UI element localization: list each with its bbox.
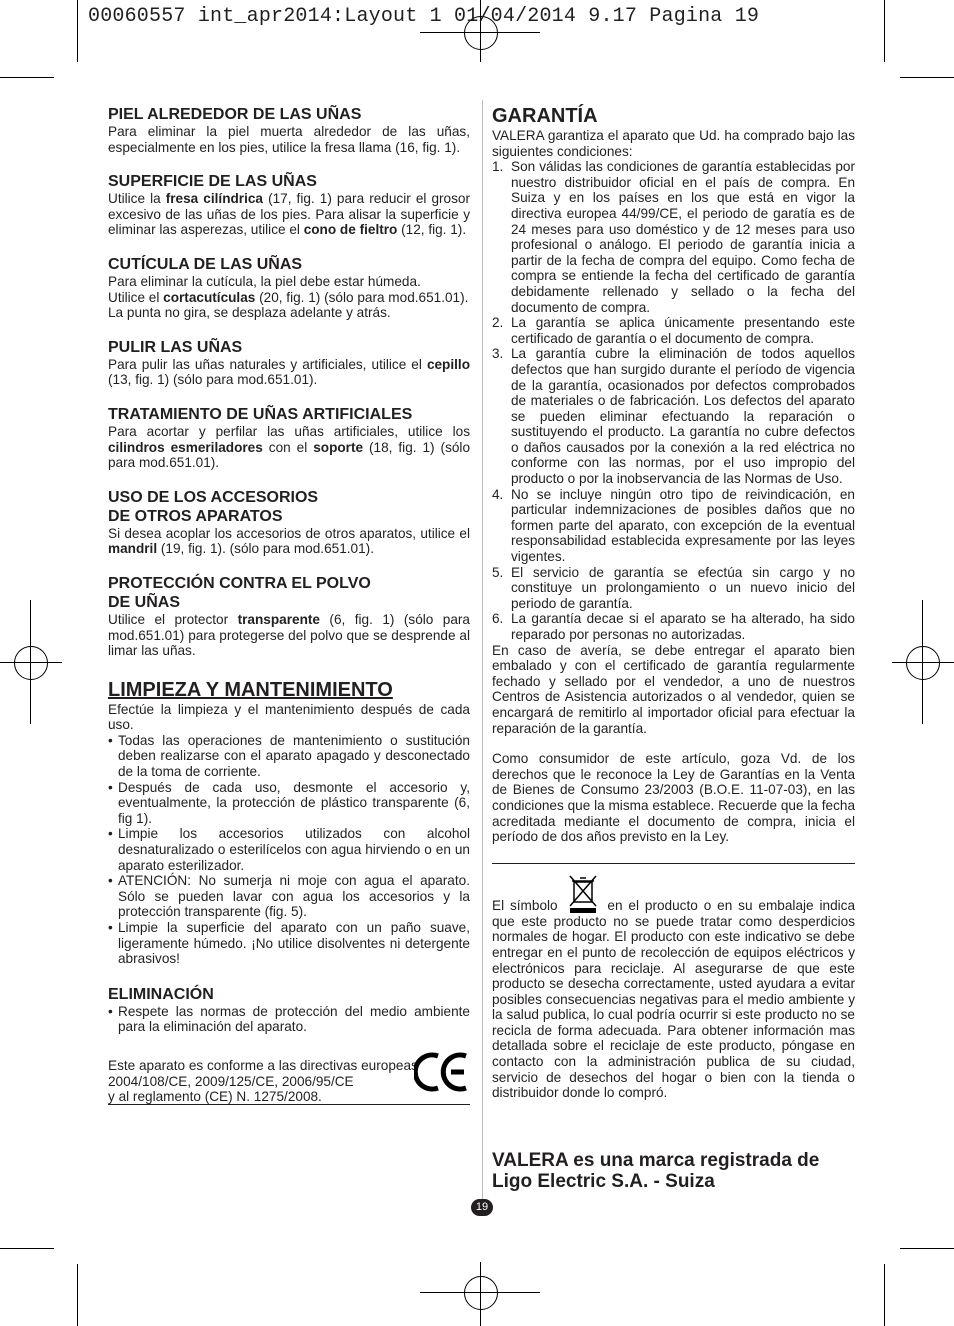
section-pulir [108, 338, 470, 388]
section-eliminacion [108, 985, 470, 1035]
list-item: • ATENCIÓN: No sumerja ni moje con agua el aparato. Sólo se pueden lavar con agua los accesorios y la protección transparente (fig. 5). [108, 873, 470, 920]
weee-text: El símbolo en el producto o en su embalaje indica que este producto no se puede tratar como desperdicios normales de hogar. El producto con este indicativo se debe entregar en el punto de recolección de equipos eléctricos y electrónicos para reciclaje. Al asegurarse de que este producto se desecha correctamente, usted ayudara a evitar posibles consecuencias negativas para el medio ambiente y la salud publica, lo cual podría ocurrir si este producto no se recicla de forma adecuada. Para obtener información mas detallada sobre el reciclaje de este producto, póngase en contacto con la administración publica de su ciudad, servicio de desechos del hogar o bien con la tienda o distribuidor donde lo compró. [492, 874, 855, 1101]
guarantee-title: GARANTÍA [492, 105, 598, 127]
list-item: • Limpie los accesorios utilizados con alcohol desnaturalizado o esterilícelos con agua hirviendo o en un aparato esterilizador. [108, 826, 470, 873]
crop-mark [900, 1248, 954, 1249]
condition-text: La garantía decae si el aparato se ha alterado, ha sido reparado por personas no autorizadas. [511, 611, 855, 642]
section-title: ELIMINACIÓN [108, 985, 214, 1003]
crop-mark [884, 1264, 885, 1326]
crossed-out-bin-icon [568, 874, 598, 914]
section-piel [108, 105, 470, 155]
section-rule [492, 863, 855, 864]
section-text: Utilice la fresa cilíndrica (17, fig. 1) para reducir el grosor excesivo de las uñas de los pies. Para alisar la superficie y eliminar las asperezas, utilice el cono de fieltro (12, fig. 1). [108, 191, 470, 238]
section-artificiales [108, 405, 470, 471]
section-text: Para eliminar la cutícula, la piel debe estar húmeda. Utilice el cortacutículas (20, fig. 1) (sólo para mod.651.01). La punta no gira, se desplaza adelante y atrás. [108, 273, 469, 321]
page-number: 19 [471, 1199, 493, 1216]
condition-item [492, 315, 855, 346]
section-title: SUPERFICIE DE LAS UÑAS [108, 173, 317, 191]
list-item: • Todas las operaciones de mantenimiento o sustitución deben realizarse con el aparato apagado y desconectado de la toma de corriente. [108, 733, 470, 780]
condition-text: Son válidas las condiciones de garantía establecidas por nuestro distribuidor oficial en el país de compra. En Suiza y en los países en los que está en vigor la directiva europea 44/99/CE, el periodo de garatía es de 24 meses para uso doméstico y de 12 meses para uso profesional o análogo. El periodo de garantía inicia a partir de la fecha de compra del equipo. Como fecha de compra se entiende la fecha del certificado de garantía debidamente rellenado y sellado o la fecha del documento de compra. [511, 159, 855, 315]
guarantee-intro: VALERA garantiza el aparato que Ud. ha comprado bajo las siguientes condiciones: [492, 128, 855, 159]
section-title: USO DE LOS ACCESORIOS DE OTROS APARATOS [108, 488, 319, 525]
condition-number: 3. [492, 346, 504, 362]
section-text: Utilice el protector transparente (6, fig. 1) (sólo para mod.651.01) para protegerse del polvo que se desprende al limar las uñas. [108, 611, 470, 659]
section-title: PROTECCIÓN CONTRA EL POLVO DE UÑAS [108, 574, 371, 611]
list-item: • Limpie la superficie del aparato con un paño suave, ligeramente húmedo. ¡No utilice disolventes ni detergente abrasivos! [108, 920, 470, 967]
condition-number: 5. [492, 564, 504, 580]
section-limpieza [108, 679, 470, 967]
disposal-list [108, 1004, 470, 1035]
condition-number: 1. [492, 159, 504, 175]
brand-statement: VALERA es una marca registrada de Ligo Electric S.A. - Suiza [492, 1150, 820, 1192]
condition-number: 2. [492, 315, 504, 331]
section-cuticula [108, 255, 470, 321]
section-text: Para eliminar la piel muerta alrededor de las uñas, especialmente en los pies, utilice la fresa llama (16, fig. 1). [108, 124, 470, 155]
condition-text: No se incluye ningún otro tipo de reivindicación, en particular indemnizaciones de posibles daños que no formen parte del aparato, con excepción de la eventual responsabilidad establecida expresamente por las leyes vigentes. [511, 486, 855, 565]
condition-number: 4. [492, 486, 504, 502]
crop-mark [900, 77, 954, 78]
section-text: Si desea acoplar los accesorios de otros aparatos, utilice el mandril (19, fig. 1). (sólo para mod.651.01). [108, 525, 470, 557]
maintenance-list [108, 733, 470, 967]
section-intro: Efectúe la limpieza y el mantenimiento después de cada uso. [108, 701, 470, 733]
left-column [108, 105, 470, 1105]
list-item: • Después de cada uso, desmonte el accesorio y, eventualmente, la protección de plástico transparente (6, fig 1). [108, 780, 470, 827]
column-divider [482, 100, 483, 1210]
condition-item [492, 346, 855, 486]
conformity-block [108, 1058, 470, 1104]
guarantee-conditions [492, 159, 855, 642]
section-title: PIEL ALREDEDOR DE LAS UÑAS [108, 106, 362, 123]
right-column [492, 105, 855, 1101]
crop-mark [884, 0, 885, 62]
section-title: TRATAMIENTO DE UÑAS ARTIFICIALES [108, 405, 413, 423]
condition-item [492, 611, 855, 642]
condition-item [492, 487, 855, 565]
condition-text: El servicio de garantía se efectúa sin cargo y no constituye un prolongamiento o un nuevo inicio del periodo de garantía. [511, 564, 855, 611]
ce-mark-icon [414, 1050, 470, 1094]
condition-item [492, 159, 855, 315]
crop-mark [0, 77, 54, 78]
section-title: LIMPIEZA Y MANTENIMIENTO [108, 678, 393, 701]
consumer-text: Como consumidor de este artículo, goza Vd. de los derechos que le reconoce la Ley de Garantías en la Venta de Bienes de Consumo 23/2003 (B.O.E. 11-07-03), en las condiciones que la misma establece. Recuerde que la fecha acreditada mediante el documento de compra, inicia el período de dos años previsto en la Ley. [492, 751, 855, 845]
print-slug: 00060557 int_apr2014:Layout 1 01/04/2014 9.17 Pagina 19 [88, 5, 760, 28]
crop-mark [77, 0, 78, 62]
section-title: PULIR LAS UÑAS [108, 338, 243, 356]
section-text: Para pulir las uñas naturales y artificiales, utilice el cepillo (13, fig. 1) (sólo para mod.651.01). [108, 356, 470, 388]
conformity-text: Este aparato es conforme a las directivas europeas 2004/108/CE, 2009/125/CE, 2006/95/CE y al reglamento (CE) N. 1275/2008. [108, 1057, 418, 1105]
section-accesorios [108, 488, 470, 557]
condition-text: La garantía se aplica únicamente presentando este certificado de garantía o el documento de compra. [511, 315, 855, 346]
crop-mark [77, 1264, 78, 1326]
section-title: CUTÍCULA DE LAS UÑAS [108, 255, 303, 273]
section-superficie [108, 172, 470, 238]
breakdown-text: En caso de avería, se debe entregar el aparato bien embalado y con el certificado de garantía regularmente fechado y sellado por el vendedor, a uno de nuestros Centros de Asistencia autorizados o al vendedor, quien se encargará de remitirlo al importador oficial para efectuar la reparación de la garantía. [492, 642, 855, 736]
condition-number: 6. [492, 611, 504, 627]
section-text: Para acortar y perfilar las uñas artificiales, utilice los cilindros esmeriladores con el soporte (18, fig. 1) (sólo para mod.651.01). [108, 423, 471, 471]
condition-text: La garantía cubre la eliminación de todos aquellos defectos que han surgido durante el período de vigencia de la garantía, ocasionados por defectos comprobados de materiales o de fabricación. Los defectos del aparato se pueden eliminar efectuando la reparación o sustituyendo el producto. La garantía no cubre defectos o daños causados por la conexión a la red eléctrica no conforme con las normas, por el uso impropio del producto o por la inobservancia de las Normas de Uso. [511, 346, 855, 487]
section-proteccion [108, 574, 470, 659]
list-item: • Respete las normas de protección del medio ambiente para la eliminación del aparato. [108, 1004, 470, 1035]
condition-item [492, 565, 855, 612]
crop-mark [0, 1248, 54, 1249]
